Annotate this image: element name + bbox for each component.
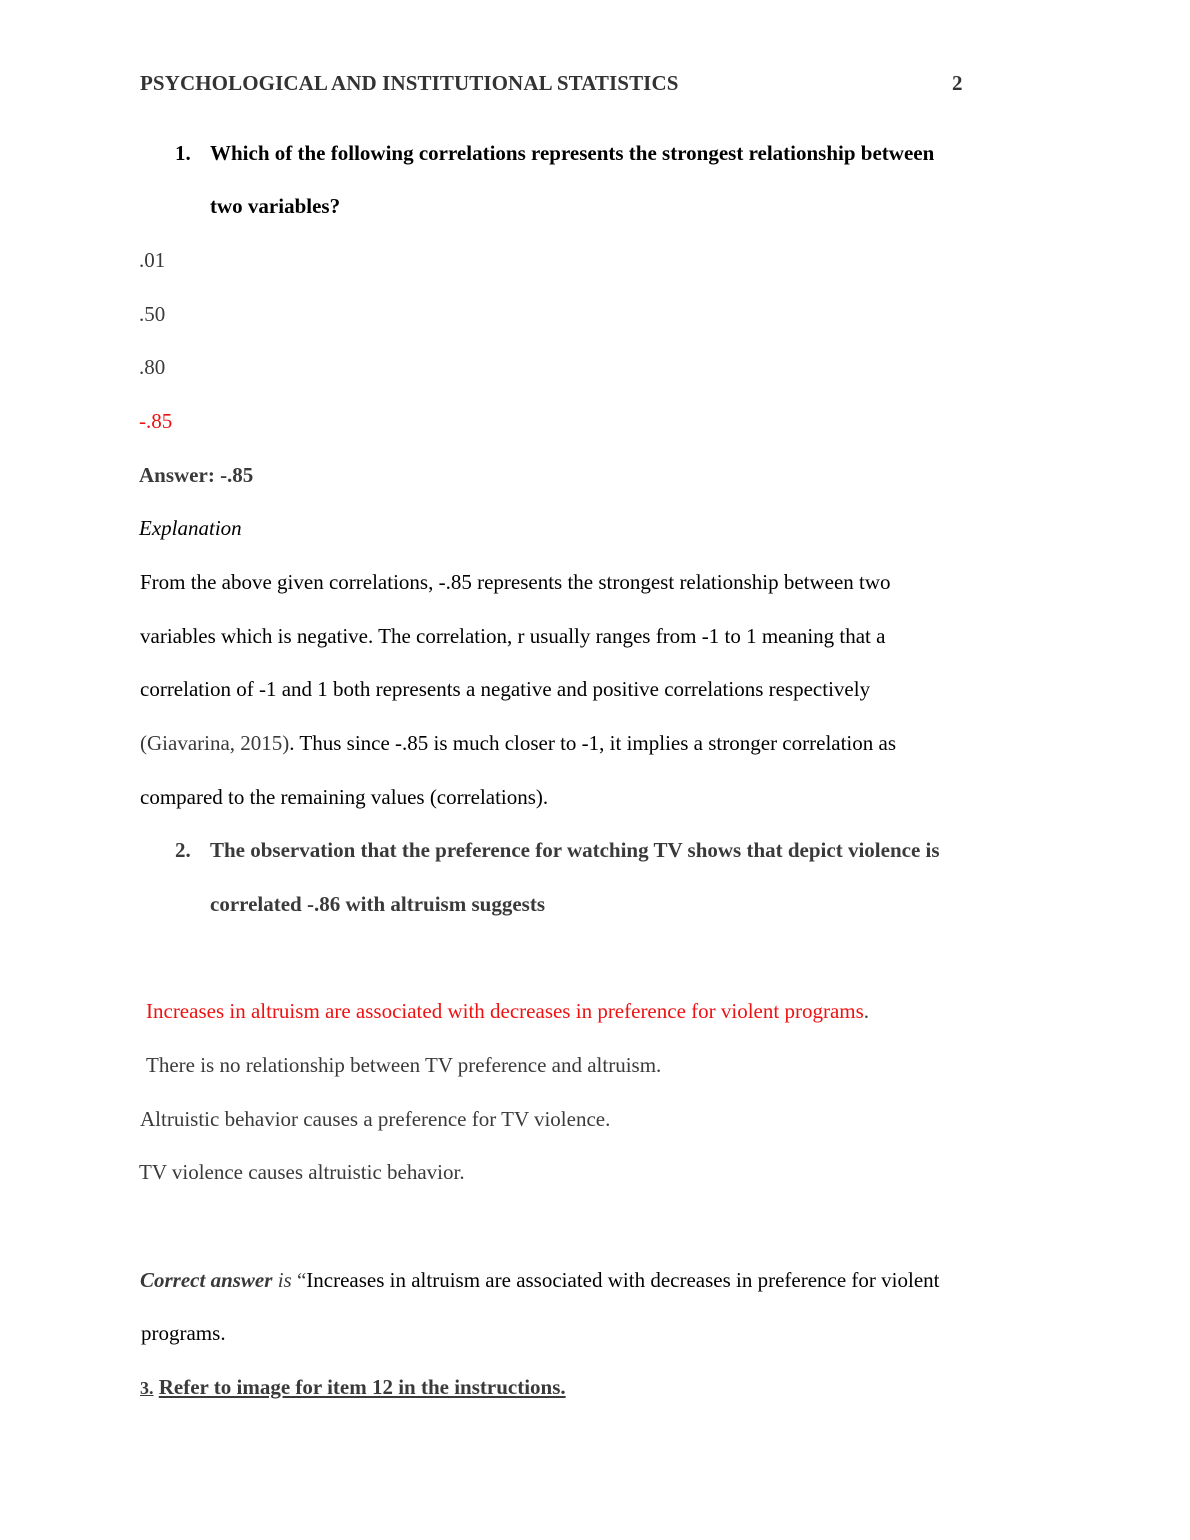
explanation-line-citation [140, 731, 896, 755]
question-1-number: 1. [175, 141, 191, 165]
q1-option-correct: -.85 [139, 409, 173, 433]
q2-correct-answer-line1 [140, 1268, 940, 1292]
explanation-line-rest: . Thus since -.85 is much closer to -1, it implies a stronger correlation as [289, 731, 897, 755]
running-head: PSYCHOLOGICAL AND INSTITUTIONAL STATISTICS [140, 71, 679, 95]
q2-correct-answer-line2: programs. [141, 1321, 226, 1345]
question-1-text-line2: two variables? [210, 194, 341, 218]
q2-option-correct-period: . [863, 999, 870, 1023]
q1-option: .50 [139, 302, 166, 326]
explanation-heading: Explanation [139, 516, 242, 540]
question-2-text-line2: correlated -.86 with altruism suggests [210, 892, 545, 916]
explanation-line: From the above given correlations, -.85 represents the strongest relationship between two [140, 570, 891, 594]
q2-option: There is no relationship between TV preference and altruism. [146, 1053, 662, 1077]
q2-option-correct-text: Increases in altruism are associated with decreases in preference for violent programs [146, 999, 864, 1023]
question-3-text: Refer to image for item 12 in the instructions. [158, 1375, 566, 1399]
question-3-number: 3. [140, 1378, 154, 1398]
correct-answer-is: is [277, 1268, 292, 1292]
q2-option: TV violence causes altruistic behavior. [139, 1160, 465, 1184]
citation: (Giavarina, 2015) [140, 731, 290, 755]
explanation-line: correlation of -1 and 1 both represents a negative and positive correlations respectively [140, 677, 871, 701]
explanation-line: variables which is negative. The correlation, r usually ranges from -1 to 1 meaning that a [140, 624, 886, 648]
q1-answer: Answer: -.85 [139, 463, 254, 487]
question-3 [140, 1375, 566, 1400]
q1-option: .80 [139, 355, 166, 379]
question-1-text-line1: Which of the following correlations represents the strongest relationship between [210, 141, 935, 165]
correct-answer-label: Correct answer [140, 1268, 273, 1292]
open-quote: “ [296, 1268, 307, 1292]
q1-option: .01 [139, 248, 166, 272]
explanation-line: compared to the remaining values (correlations). [140, 785, 549, 809]
correct-answer-text: Increases in altruism are associated with decreases in preference for violent [306, 1268, 940, 1292]
question-2-text-line1: The observation that the preference for watching TV shows that depict violence is [210, 838, 940, 862]
q2-option: Altruistic behavior causes a preference for TV violence. [140, 1107, 611, 1131]
question-2-number: 2. [175, 838, 191, 862]
page-number: 2 [952, 71, 963, 95]
q2-option-correct [146, 999, 869, 1023]
